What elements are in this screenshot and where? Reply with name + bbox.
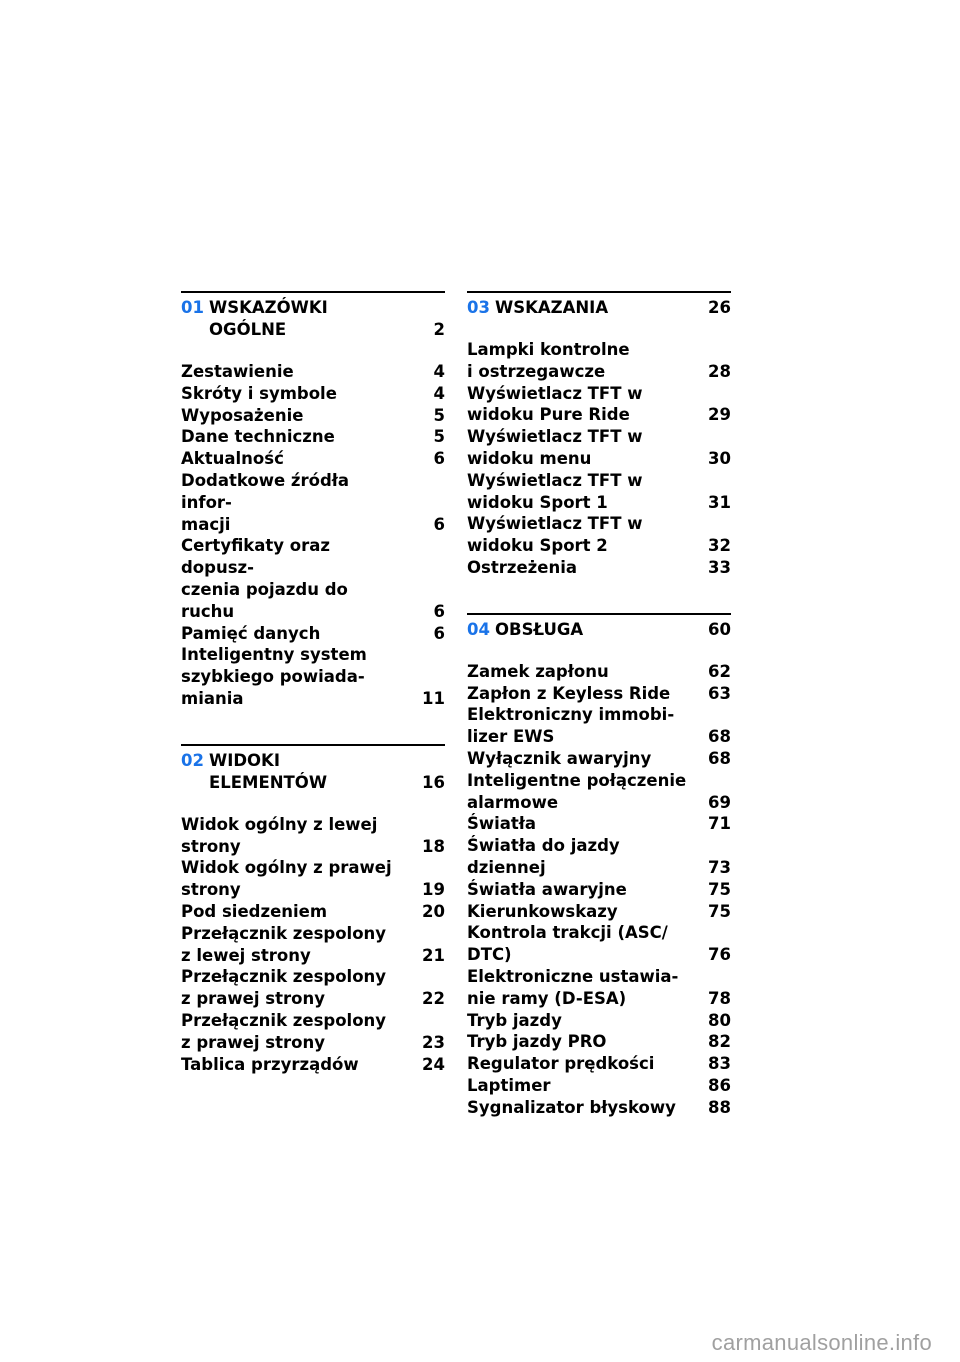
- toc-entry-page: 6: [433, 601, 445, 621]
- section-heading[interactable]: [467, 293, 731, 319]
- toc-entry[interactable]: [467, 748, 731, 770]
- toc-entry-title: Skróty i symbole: [181, 383, 337, 403]
- toc-entry-title: Tryb jazdy: [467, 1010, 562, 1030]
- section-gap: [181, 710, 445, 744]
- toc-section: [467, 613, 731, 1119]
- toc-entry[interactable]: [467, 879, 731, 901]
- toc-section: [181, 744, 445, 1076]
- toc-entry[interactable]: [181, 901, 445, 923]
- toc-entry[interactable]: [467, 922, 731, 966]
- toc-entry-page: 62: [708, 661, 731, 681]
- toc-entry[interactable]: [467, 1097, 731, 1119]
- section-title: WSKAZANIA: [495, 298, 609, 317]
- toc-entry-title: Pod siedzeniem: [181, 901, 328, 921]
- toc-entry-title: Wyłącznik awaryjny: [467, 748, 652, 768]
- toc-entry-list: [467, 339, 731, 579]
- toc-entry-page: 82: [708, 1032, 731, 1052]
- toc-entry[interactable]: [181, 1010, 445, 1054]
- toc-entry-page: 5: [433, 405, 445, 425]
- toc-entry[interactable]: [181, 405, 445, 427]
- toc-entry-title: Widok ogólny z prawej strony: [181, 858, 392, 900]
- toc-entry[interactable]: [467, 704, 731, 748]
- toc-entry-page: 32: [708, 536, 731, 556]
- toc-entry[interactable]: [181, 535, 445, 622]
- toc-entry-title: Zamek zapłonu: [467, 661, 609, 681]
- toc-entry-page: 88: [708, 1097, 731, 1117]
- section-page: 60: [708, 619, 731, 639]
- toc-entry-title: Wyświetlacz TFT w widoku Sport 1: [467, 470, 643, 512]
- watermark: carmanualsonline.info: [711, 1330, 932, 1355]
- toc-entry[interactable]: [467, 1053, 731, 1075]
- toc-entry[interactable]: [467, 426, 731, 470]
- toc-entry-title: Elektroniczne ustawia- nie ramy (D-ESA): [467, 966, 679, 1008]
- section-number: 01: [181, 298, 204, 317]
- toc-entry-title: Tryb jazdy PRO: [467, 1032, 607, 1052]
- toc-entry-page: 31: [708, 492, 731, 512]
- section-heading[interactable]: [467, 615, 731, 641]
- toc-entry[interactable]: [467, 339, 731, 383]
- toc-entry-page: 6: [433, 449, 445, 469]
- toc-entry[interactable]: [467, 966, 731, 1010]
- toc-entry-title: Dane techniczne: [181, 427, 335, 447]
- toc-entry-title: Przełącznik zespolony z prawej strony: [181, 1010, 387, 1052]
- toc-entry-page: 19: [422, 880, 445, 900]
- toc-column-right: [467, 291, 731, 1119]
- toc-entry[interactable]: [181, 383, 445, 405]
- toc-entry-page: 80: [708, 1010, 731, 1030]
- toc-entry-title: Światła do jazdy dziennej: [467, 836, 620, 877]
- toc-entry-title: Pamięć danych: [181, 623, 321, 643]
- toc-entry-page: 68: [708, 727, 731, 747]
- toc-entry[interactable]: [181, 361, 445, 383]
- toc-section: [181, 291, 445, 710]
- toc-entry[interactable]: [181, 470, 445, 535]
- toc-entry[interactable]: [181, 857, 445, 901]
- toc-entry[interactable]: [181, 923, 445, 967]
- toc-entry[interactable]: [467, 770, 731, 814]
- toc-entry[interactable]: [467, 1031, 731, 1053]
- toc-entry-title: Kontrola trakcji (ASC/ DTC): [467, 923, 668, 965]
- toc-entry-page: 73: [708, 857, 731, 877]
- toc-entry-title: Regulator prędkości: [467, 1054, 655, 1074]
- toc-entry-page: 28: [708, 361, 731, 381]
- toc-entry-title: Tablica przyrządów: [181, 1054, 359, 1074]
- toc-entry-page: 6: [433, 514, 445, 534]
- toc-entry-title: Widok ogólny z lewej strony: [181, 814, 378, 856]
- toc-entry[interactable]: [467, 813, 731, 835]
- section-number: 03: [467, 298, 490, 317]
- toc-entry-title: Zestawienie: [181, 362, 294, 381]
- toc-entry[interactable]: [467, 470, 731, 514]
- toc-entry-page: 11: [422, 688, 445, 708]
- section-title: WIDOKI ELEMENTÓW: [209, 750, 328, 792]
- toc-entry-page: 69: [708, 792, 731, 812]
- toc-entry[interactable]: [467, 557, 731, 579]
- section-title: OBSŁUGA: [495, 619, 584, 639]
- toc-entry-page: 23: [422, 1032, 445, 1052]
- toc-entry-page: 5: [433, 427, 445, 447]
- section-number: 04: [467, 619, 490, 639]
- toc-entry-page: 75: [708, 879, 731, 899]
- section-gap: [467, 579, 731, 613]
- toc-entry-page: 33: [708, 557, 731, 577]
- toc-entry-title: Zapłon z Keyless Ride: [467, 683, 671, 703]
- toc-entry[interactable]: [467, 1010, 731, 1032]
- toc-entry-title: Inteligentny system szybkiego powiada- miania: [181, 645, 367, 708]
- toc-entry-page: 71: [708, 814, 731, 834]
- toc-entry[interactable]: [467, 683, 731, 705]
- toc-entry[interactable]: [467, 661, 731, 683]
- toc-entry-title: Lampki kontrolne i ostrzegawcze: [467, 340, 630, 381]
- toc-entry-page: 83: [708, 1054, 731, 1074]
- toc-entry-page: 4: [433, 362, 445, 381]
- toc-entry-page: 22: [422, 989, 445, 1009]
- toc-entry-page: 29: [708, 405, 731, 425]
- section-page: 26: [708, 298, 731, 317]
- toc-entry[interactable]: [467, 1075, 731, 1097]
- toc-entry-page: 24: [422, 1054, 445, 1074]
- toc-entry[interactable]: [181, 426, 445, 448]
- toc-entry-page: 21: [422, 945, 445, 965]
- toc-entry-page: 68: [708, 748, 731, 768]
- toc-entry-page: 78: [708, 988, 731, 1008]
- toc-entry-title: Laptimer: [467, 1075, 551, 1095]
- toc-entry-title: Aktualność: [181, 449, 284, 469]
- toc-column-left: [181, 291, 445, 1075]
- toc-entry-page: 20: [422, 901, 445, 921]
- toc-entry[interactable]: [467, 835, 731, 879]
- section-page: 16: [422, 772, 445, 792]
- toc-entry[interactable]: [467, 383, 731, 427]
- toc-entry[interactable]: [181, 814, 445, 858]
- toc-entry[interactable]: [181, 1054, 445, 1076]
- toc-entry-title: Wyposażenie: [181, 405, 304, 425]
- toc-entry[interactable]: [467, 513, 731, 557]
- toc-entry-page: 86: [708, 1075, 731, 1095]
- toc-entry-title: Sygnalizator błyskowy: [467, 1097, 676, 1117]
- section-heading[interactable]: [181, 746, 445, 794]
- toc-entry-page: 4: [433, 383, 445, 403]
- toc-entry[interactable]: [181, 644, 445, 709]
- toc-entry-title: Światła awaryjne: [467, 879, 627, 899]
- toc-entry[interactable]: [181, 623, 445, 645]
- toc-entry-title: Dodatkowe źródła infor- macji: [181, 470, 350, 534]
- toc-entry-title: Wyświetlacz TFT w widoku menu: [467, 427, 643, 468]
- toc-entry-page: 76: [708, 945, 731, 965]
- toc-entry-title: Wyświetlacz TFT w widoku Sport 2: [467, 514, 643, 556]
- toc-entry-list: [181, 361, 445, 710]
- toc-entry-page: 30: [708, 448, 731, 468]
- toc-entry-list: [467, 661, 731, 1119]
- toc-entry-title: Przełącznik zespolony z lewej strony: [181, 923, 387, 965]
- toc-entry[interactable]: [181, 966, 445, 1010]
- toc-entry-page: 75: [708, 901, 731, 921]
- toc-entry-title: Certyfikaty oraz dopusz- czenia pojazdu do ruchu: [181, 536, 348, 621]
- toc-entry-list: [181, 814, 445, 1076]
- section-heading[interactable]: [181, 293, 445, 341]
- toc-entry-page: 63: [708, 683, 731, 703]
- toc-entry[interactable]: [181, 448, 445, 470]
- toc-entry-page: 6: [433, 623, 445, 643]
- toc-section: [467, 291, 731, 579]
- toc-entry-title: Elektroniczny immobi- lizer EWS: [467, 705, 675, 747]
- toc-entry-page: 18: [422, 836, 445, 856]
- toc-entry[interactable]: [467, 901, 731, 923]
- toc-entry-title: Wyświetlacz TFT w widoku Pure Ride: [467, 383, 643, 425]
- toc-entry-title: Światła: [467, 814, 537, 834]
- toc-entry-title: Przełącznik zespolony z prawej strony: [181, 967, 387, 1009]
- section-title: WSKAZÓWKI OGÓLNE: [209, 298, 328, 339]
- toc-entry-title: Inteligentne połączenie alarmowe: [467, 770, 687, 812]
- section-page: 2: [433, 320, 445, 339]
- toc-entry-title: Ostrzeżenia: [467, 557, 577, 577]
- toc-entry-title: Kierunkowskazy: [467, 901, 618, 921]
- section-number: 02: [181, 750, 204, 770]
